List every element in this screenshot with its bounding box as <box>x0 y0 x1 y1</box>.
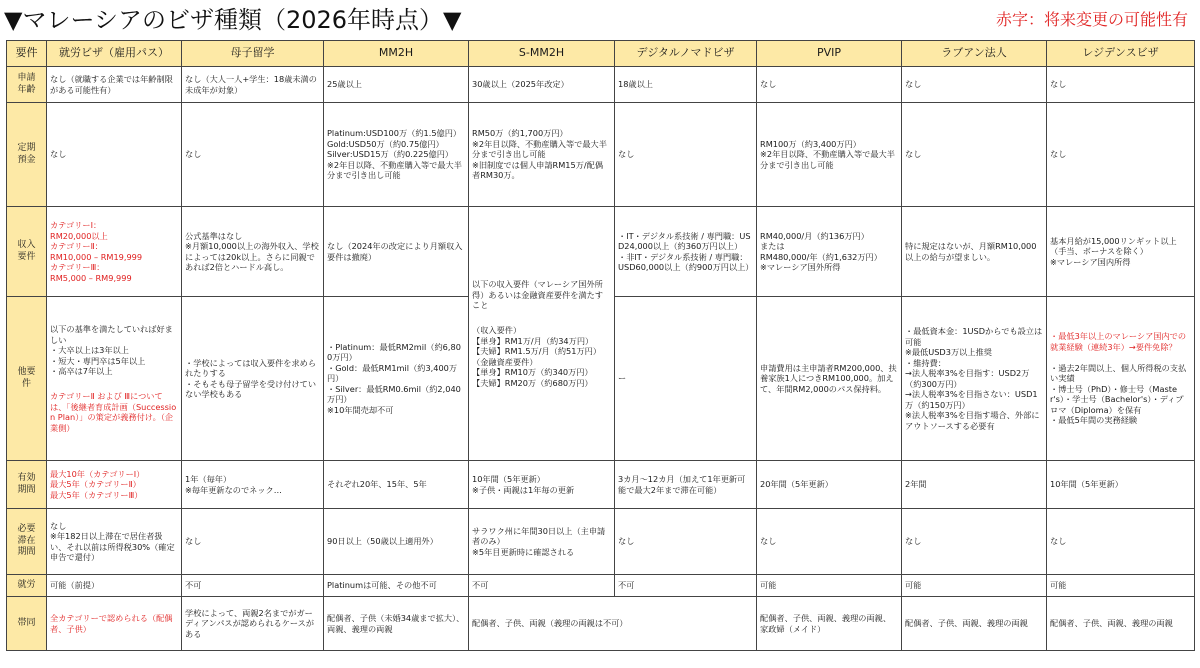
cell-validity-labuan: 2年間 <box>902 461 1047 509</box>
s-mm2h-income-requirement: 以下の収入要件（マレーシア国外所得）あるいは金融資産要件を満たすこと <box>472 279 604 310</box>
cell-income-mother-child: 公式基準はなし ※月額10,000以上の海外収入、学校によっては20k以上。さらに同親であれば2倍とハードル高し。 <box>182 207 324 297</box>
cell-other-digital-nomad: ー <box>615 297 757 461</box>
cell-age-mm2h: 25歳以上 <box>324 67 469 103</box>
cell-age-pvip: なし <box>757 67 902 103</box>
cell-deposit-pvip: RM100万（約3,400万円） ※2年目以降、不動産購入等で最大半分まで引き出し可能 <box>757 103 902 207</box>
work-visa-preferred-criteria: 以下の基準を満たしていれば好ましい ・大卒以上は3年以上 ・短大・専門卒は5年以上 ・高卒は7年以上 <box>50 324 173 376</box>
cell-work-digital-nomad: 不可 <box>615 575 757 597</box>
column-header-s-mm2h: S-MM2H <box>469 41 615 67</box>
column-header-pvip: PVIP <box>757 41 902 67</box>
cell-work-s-mm2h: 不可 <box>469 575 615 597</box>
cell-other-mm2h: ・Platinum：最低RM2mil（約6,800万円） ・Gold：最低RM1mil（約3,400万円） ・Silver：最低RM0.6mil（約2,040万円） ※10年間売却不可 <box>324 297 469 461</box>
cell-validity-pvip: 20年間（5年更新） <box>757 461 902 509</box>
cell-work-labuan: 可能 <box>902 575 1047 597</box>
row-stay <box>7 509 1195 575</box>
cell-stay-mother-child: なし <box>182 509 324 575</box>
row-family <box>7 597 1195 651</box>
cell-income-work-visa: カテゴリーⅠ： RM20,000以上 カテゴリーⅡ： RM10,000 – RM19,999 カテゴリーⅢ： RM5,000 – RM9,999 <box>47 207 182 297</box>
cell-age-labuan: なし <box>902 67 1047 103</box>
cell-deposit-mm2h: Platinum:USD100万（約1.5億円） Gold:USD50万（約0.75億円） Silver:USD15万（約0.225億円） ※2年目以降、不動産購入等で最大半分まで引き出し可能 <box>324 103 469 207</box>
column-header-requirement: 要件 <box>7 41 47 67</box>
cell-family-residence: 配偶者、子供、両親、義理の両親 <box>1047 597 1195 651</box>
column-header-labuan: ラブアン法人 <box>902 41 1047 67</box>
cell-age-digital-nomad: 18歳以上 <box>615 67 757 103</box>
cell-stay-labuan: なし <box>902 509 1047 575</box>
row-validity <box>7 461 1195 509</box>
cell-income-pvip: RM40,000/月（約136万円） または RM480,000/年（約1,632万円） ※マレーシア国外所得 <box>757 207 902 297</box>
cell-other-labuan: ・最低資本金：1USDからでも設立は可能 ※最低USD3万以上推奨 ・維持費： →法人税率3%を目指す：USD2万（約300万円） →法人税率3%を目指さない：USD1万（約150万円） ※法人税率3%を目指す場合、外部にアウトソースする必要有 <box>902 297 1047 461</box>
cell-validity-mother-child: 1年（毎年） ※毎年更新なのでネック… <box>182 461 324 509</box>
row-label-deposit: 定期 預金 <box>7 103 47 207</box>
cell-stay-s-mm2h: サラワク州に年間30日以上（主申請者のみ） ※5年目更新時に確認される <box>469 509 615 575</box>
cell-validity-mm2h: それぞれ20年、15年、5年 <box>324 461 469 509</box>
column-header-work-visa: 就労ビザ（雇用パス） <box>47 41 182 67</box>
cell-income-mm2h: なし（2024年の改定により月額収入要件は撤廃） <box>324 207 469 297</box>
row-label-income: 収入 要件 <box>7 207 47 297</box>
column-header-mother-child-study: 母子留学 <box>182 41 324 67</box>
row-label-stay: 必要 滞在 期間 <box>7 509 47 575</box>
row-income <box>7 207 1195 297</box>
cell-validity-work-visa: 最大10年（カテゴリーⅠ） 最大5年（カテゴリーⅡ） 最大5年（カテゴリーⅢ） <box>47 461 182 509</box>
cell-family-work-visa: 全カテゴリーで認められる（配偶者、子供） <box>47 597 182 651</box>
row-label-family: 帯同 <box>7 597 47 651</box>
cell-family-mm2h: 配偶者、子供（未婚34歳まで拡大）、両親、義理の両親 <box>324 597 469 651</box>
cell-stay-digital-nomad: なし <box>615 509 757 575</box>
cell-work-residence: 可能 <box>1047 575 1195 597</box>
residence-local-work-note: ・最低3年以上のマレーシア国内での就業経験（連続3年）→要件免除？ <box>1050 331 1187 352</box>
cell-income-residence: 基本月給が15,000リンギット以上（手当、ボーナスを除く） ※マレーシア国内所得 <box>1047 207 1195 297</box>
column-header-residence: レジデンスビザ <box>1047 41 1195 67</box>
cell-validity-digital-nomad: 3カ月～12カ月（加えて1年更新可能で最大2年まで滞在可能） <box>615 461 757 509</box>
legend-note: 赤字：将来変更の可能性有 <box>995 10 1188 29</box>
cell-income-s-mm2h <box>469 207 615 461</box>
cell-age-work-visa: なし（就職する企業では年齢制限がある可能性有） <box>47 67 182 103</box>
row-work <box>7 575 1195 597</box>
row-deposit <box>7 103 1195 207</box>
cell-deposit-s-mm2h: RM50万（約1,700万円） ※2年目以降、不動産購入等で最大半分まで引き出し可能 ※旧制度では個人申請RM15万/配偶者RM30万。 <box>469 103 615 207</box>
cell-stay-residence: なし <box>1047 509 1195 575</box>
cell-age-residence: なし <box>1047 67 1195 103</box>
cell-work-mother-child: 不可 <box>182 575 324 597</box>
row-label-work: 就労 <box>7 575 47 597</box>
cell-other-pvip: 申請費用は主申請者RM200,000、扶養家族1人につきRM100,000。加えて、年間RM2,000のパス保持料。 <box>757 297 902 461</box>
column-header-mm2h: MM2H <box>324 41 469 67</box>
cell-family-pvip: 配偶者、子供、両親、義理の両親、家政婦（メイド） <box>757 597 902 651</box>
visa-comparison-table <box>6 40 1195 651</box>
column-header-digital-nomad: デジタルノマドビザ <box>615 41 757 67</box>
row-age <box>7 67 1195 103</box>
cell-validity-s-mm2h: 10年間（5年更新） ※子供・両親は1年毎の更新 <box>469 461 615 509</box>
cell-age-mother-child: なし（大人一人+学生：18歳未満の未成年が対象） <box>182 67 324 103</box>
row-label-age: 申請 年齢 <box>7 67 47 103</box>
cell-deposit-work-visa: なし <box>47 103 182 207</box>
row-label-validity: 有効 期間 <box>7 461 47 509</box>
cell-income-labuan: 特に規定はないが、月額RM10,000以上の給与が望ましい。 <box>902 207 1047 297</box>
cell-family-mother-child: 学校によって、両親2名までがガーディアンパスが認められるケースがある <box>182 597 324 651</box>
cell-stay-pvip: なし <box>757 509 902 575</box>
cell-other-mother-child: ・学校によっては収入要件を求められたりする ・そもそも母子留学を受け付けていない学校もある <box>182 297 324 461</box>
cell-other-work-visa <box>47 297 182 461</box>
row-label-other: 他要 件 <box>7 297 47 461</box>
work-visa-succession-plan-note: カテゴリーⅡ および Ⅲについては、「後継者育成計画（Succession Plan）」の策定が義務付け。（企業側） <box>50 391 177 433</box>
s-mm2h-other-requirement: （収入要件） 【単身】RM1万/月（約34万円） 【夫婦】RM1.5万/月（約51万円） （金融資産要件） 【単身】RM10万（約340万円） 【夫婦】RM20万（約680万円） <box>472 325 602 388</box>
cell-work-mm2h: Platinumは可能、その他不可 <box>324 575 469 597</box>
page-title: ▼マレーシアのビザ種類（2026年時点）▼ <box>4 6 462 34</box>
cell-deposit-residence: なし <box>1047 103 1195 207</box>
cell-work-pvip: 可能 <box>757 575 902 597</box>
cell-stay-mm2h: 90日以上（50歳以上適用外） <box>324 509 469 575</box>
cell-age-s-mm2h: 30歳以上（2025年改定） <box>469 67 615 103</box>
cell-family-labuan: 配偶者、子供、両親、義理の両親 <box>902 597 1047 651</box>
cell-validity-residence: 10年間（5年更新） <box>1047 461 1195 509</box>
cell-work-work-visa: 可能（前提） <box>47 575 182 597</box>
cell-income-digital-nomad: ・IT・デジタル系技術 / 専門職：USD24,000以上（約360万円以上） ・非IT・デジタル系技術 / 専門職：USD60,000以上（約900万円以上） <box>615 207 757 297</box>
header-row <box>7 41 1195 67</box>
cell-deposit-mother-child: なし <box>182 103 324 207</box>
cell-deposit-digital-nomad: なし <box>615 103 757 207</box>
cell-deposit-labuan: なし <box>902 103 1047 207</box>
cell-stay-work-visa: なし ※年182日以上滞在で居住者扱い、それ以前は所得税30%（確定申告で還付） <box>47 509 182 575</box>
cell-family-s-mm2h-digital-nomad: 配偶者、子供、両親（義理の両親は不可） <box>469 597 757 651</box>
residence-other-criteria: ・過去2年間以上、個人所得税の支払い実績 ・博士号（PhD）・修士号（Master's）・学士号（Bachelor's）・ディプロマ（Diploma）を保有 ・最低5年間の実務経験 <box>1050 362 1187 426</box>
cell-other-residence <box>1047 297 1195 461</box>
